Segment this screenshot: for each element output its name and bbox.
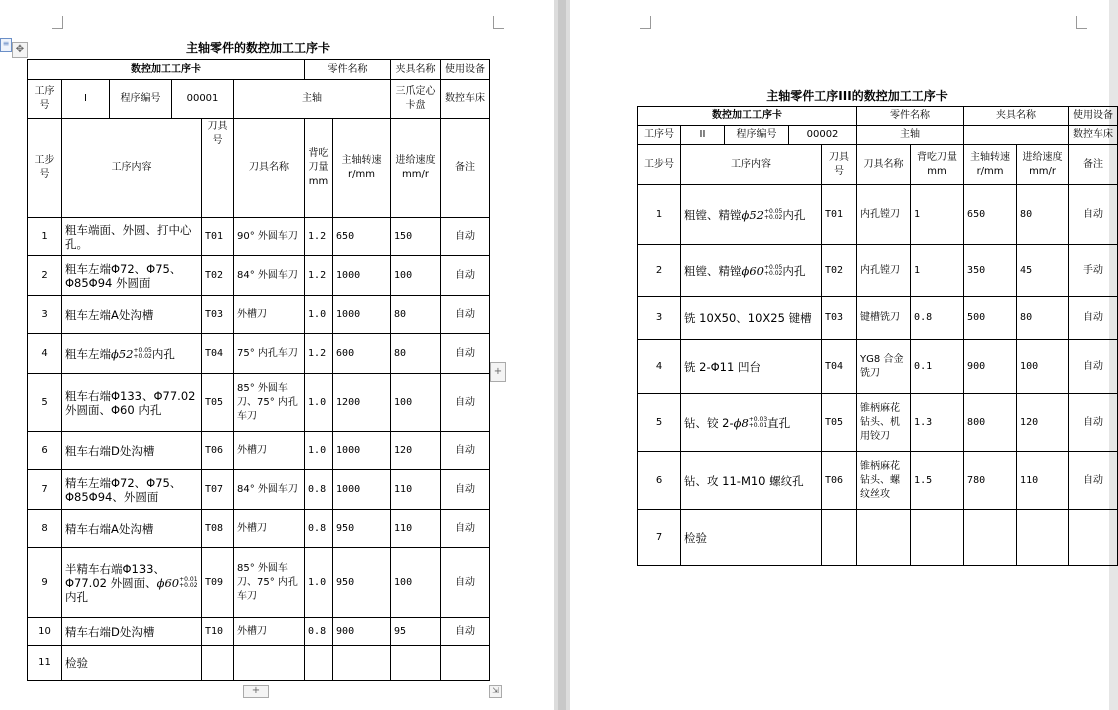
table-row	[28, 296, 490, 334]
note-cell: 手动	[1069, 245, 1118, 297]
note-cell	[1069, 510, 1118, 566]
content-cell[interactable]: 铣 2-Φ11 凹台	[681, 340, 822, 394]
process-no-label: 工序号	[638, 126, 681, 145]
feed-cell: 100	[391, 256, 441, 296]
card-title: 数控加工工序卡	[638, 107, 857, 126]
feed-cell: 45	[1017, 245, 1069, 297]
step-cell: 7	[638, 510, 681, 566]
content-cell[interactable]: 粗车左端A处沟槽	[62, 296, 202, 334]
content-post: 内孔	[782, 263, 806, 278]
col-content: 工序内容	[681, 145, 822, 185]
step-cell: 6	[28, 432, 62, 470]
speed-cell: 600	[333, 334, 391, 374]
feed-cell: 100	[1017, 340, 1069, 394]
depth-cell: 1	[911, 245, 964, 297]
tolerance-lower: +0.02	[133, 352, 152, 360]
tolerance	[179, 577, 197, 589]
note-cell: 自动	[441, 218, 490, 256]
step-cell: 3	[28, 296, 62, 334]
speed-cell: 350	[964, 245, 1017, 297]
note-cell: 自动	[441, 374, 490, 432]
col-depth: 背吃刀量mm	[305, 119, 333, 218]
table-row	[638, 452, 1118, 510]
step-cell: 3	[638, 297, 681, 340]
depth-cell: 0.8	[305, 470, 333, 510]
note-cell: 自动	[1069, 185, 1118, 245]
tolerance-upper: +0.01	[179, 575, 198, 583]
part-name: 主轴	[234, 80, 391, 119]
feed-cell: 80	[1017, 185, 1069, 245]
depth-cell: 1.2	[305, 256, 333, 296]
equipment-name: 数控车床	[441, 80, 490, 119]
tool-no-cell: T04	[202, 334, 234, 374]
table-row	[28, 256, 490, 296]
speed-cell: 1000	[333, 432, 391, 470]
tolerance	[764, 209, 782, 221]
step-cell: 11	[28, 646, 62, 681]
depth-cell: 1.0	[305, 374, 333, 432]
crop-mark	[1076, 16, 1087, 29]
document-icon: ≡	[0, 38, 12, 52]
page-gutter	[554, 0, 570, 710]
col-speed: 主轴转速r/mm	[964, 145, 1017, 185]
feed-cell: 80	[1017, 297, 1069, 340]
step-cell: 5	[638, 394, 681, 452]
feed-cell: 95	[391, 618, 441, 646]
column-header-row	[638, 145, 1118, 185]
tool-no-cell: T05	[202, 374, 234, 432]
col-feed: 进给速度mm/r	[1017, 145, 1069, 185]
step-cell: 9	[28, 548, 62, 618]
tool-no-cell: T05	[822, 394, 857, 452]
tool-name-cell: 外槽刀	[234, 510, 305, 548]
page-divider	[558, 0, 566, 710]
card-title: 数控加工工序卡	[28, 60, 305, 80]
tool-name-cell: 锥柄麻花钻头、螺纹丝攻	[857, 452, 911, 510]
content-cell[interactable]	[62, 548, 202, 618]
note-cell: 自动	[1069, 452, 1118, 510]
content-post: 内孔	[65, 589, 88, 604]
tolerance-lower: +0.02	[763, 213, 783, 221]
depth-cell: 1	[911, 185, 964, 245]
table-row	[28, 618, 490, 646]
note-cell: 自动	[441, 296, 490, 334]
tool-no-cell: T07	[202, 470, 234, 510]
crop-mark	[52, 16, 63, 29]
speed-cell: 1200	[333, 374, 391, 432]
note-cell: 自动	[1069, 340, 1118, 394]
table-row	[28, 646, 490, 681]
table-row	[28, 374, 490, 432]
dimension-symbol: ϕ60	[741, 263, 764, 278]
content-cell[interactable]: 铣 10X50、10X25 键槽	[681, 297, 822, 340]
speed-cell: 900	[333, 618, 391, 646]
feed-cell: 110	[1017, 452, 1069, 510]
note-cell: 自动	[1069, 297, 1118, 340]
content-cell[interactable]: 粗车右端Φ133、Φ77.02 外圆面、Φ60 内孔	[62, 374, 202, 432]
content-post: 直孔	[767, 415, 791, 430]
step-cell: 4	[638, 340, 681, 394]
table-resize-handle[interactable]: ⇲	[489, 685, 502, 698]
col-depth: 背吃刀量mm	[911, 145, 964, 185]
table-move-handle[interactable]: ✥	[12, 42, 28, 58]
table-row	[28, 548, 490, 618]
tool-no-cell: T01	[202, 218, 234, 256]
tool-name-cell: 外槽刀	[234, 432, 305, 470]
header-row	[28, 60, 490, 80]
equipment-label: 使用设备	[1069, 107, 1118, 126]
feed-cell: 80	[391, 296, 441, 334]
table-row	[638, 340, 1118, 394]
dimension-symbol: ϕ60	[156, 575, 180, 590]
table-row	[638, 245, 1118, 297]
table-row	[28, 470, 490, 510]
note-cell	[441, 646, 490, 681]
process-card-table	[27, 59, 490, 681]
speed-cell	[333, 646, 391, 681]
tool-no-cell	[822, 510, 857, 566]
col-tool-no: 刀具号	[822, 145, 857, 185]
tolerance-lower: +0.01	[748, 421, 768, 429]
tool-no-cell: T08	[202, 510, 234, 548]
note-cell: 自动	[441, 256, 490, 296]
feed-cell: 110	[391, 510, 441, 548]
feed-cell: 120	[1017, 394, 1069, 452]
content-post: 内孔	[782, 207, 806, 222]
tool-name-cell: 84° 外圆车刀	[234, 256, 305, 296]
depth-cell: 1.0	[305, 548, 333, 618]
depth-cell: 0.1	[911, 340, 964, 394]
speed-cell: 650	[964, 185, 1017, 245]
note-cell: 自动	[441, 470, 490, 510]
tool-no-cell: T09	[202, 548, 234, 618]
speed-cell: 1000	[333, 470, 391, 510]
part-name-label: 零件名称	[305, 60, 391, 80]
step-cell: 1	[28, 218, 62, 256]
col-step: 工步号	[638, 145, 681, 185]
fixture-name-label: 夹具名称	[964, 107, 1069, 126]
depth-cell: 1.0	[305, 432, 333, 470]
speed-cell	[964, 510, 1017, 566]
process-no-label: 工序号	[28, 80, 62, 119]
tool-no-cell: T03	[822, 297, 857, 340]
program-no: 00002	[789, 126, 857, 145]
tool-name-cell: 键槽铣刀	[857, 297, 911, 340]
table-row	[28, 218, 490, 256]
col-step: 工步号	[28, 119, 62, 218]
part-name-label: 零件名称	[857, 107, 964, 126]
equipment-name: 数控车床	[1069, 126, 1118, 145]
content-cell[interactable]: 精车右端A处沟槽	[62, 510, 202, 548]
table-row	[638, 185, 1118, 245]
tolerance-upper: +0.05	[763, 263, 783, 271]
process-no: I	[62, 80, 110, 119]
content-cell[interactable]: 精车左端Φ72、Φ75、Φ85Φ94、外圆面	[62, 470, 202, 510]
col-tool-name: 刀具名称	[234, 119, 305, 218]
depth-cell	[911, 510, 964, 566]
tolerance-lower: +0.02	[179, 581, 198, 589]
content-cell[interactable]: 精车右端D处沟槽	[62, 618, 202, 646]
feed-cell: 100	[391, 374, 441, 432]
table-row	[638, 297, 1118, 340]
header-info-row	[28, 80, 490, 119]
table-row	[28, 334, 490, 374]
speed-cell: 950	[333, 510, 391, 548]
tool-name-cell: 锥柄麻花钻头、机用铰刀	[857, 394, 911, 452]
tool-no-cell: T02	[822, 245, 857, 297]
tool-name-cell: 内孔镗刀	[857, 245, 911, 297]
tool-name-cell: 84° 外圆车刀	[234, 470, 305, 510]
crop-mark	[640, 16, 651, 29]
feed-cell: 120	[391, 432, 441, 470]
content-cell[interactable]: 钻、攻 11-M10 螺纹孔	[681, 452, 822, 510]
content-cell[interactable]: 检验	[62, 646, 202, 681]
content-post: 内孔	[151, 346, 175, 361]
tolerance-upper: +0.03	[748, 415, 768, 423]
tool-name-cell: 75° 内孔车刀	[234, 334, 305, 374]
process-card-table	[637, 106, 1118, 566]
part-name: 主轴	[857, 126, 964, 145]
fixture-name-label: 夹具名称	[391, 60, 441, 80]
col-tool-name: 刀具名称	[857, 145, 911, 185]
depth-cell	[305, 646, 333, 681]
step-cell: 7	[28, 470, 62, 510]
program-no: 00001	[172, 80, 234, 119]
add-row-button[interactable]: +	[243, 685, 269, 698]
tool-no-cell	[202, 646, 234, 681]
add-column-button[interactable]: +	[490, 362, 506, 382]
tolerance	[749, 417, 767, 429]
tolerance	[764, 265, 782, 277]
tolerance-upper: +0.05	[763, 207, 783, 215]
content-cell[interactable]: 粗车端面、外圆、打中心孔。	[62, 218, 202, 256]
fixture-name: 三爪定心卡盘	[391, 80, 441, 119]
content-cell[interactable]: 粗车右端D处沟槽	[62, 432, 202, 470]
tool-no-cell: T02	[202, 256, 234, 296]
tolerance	[133, 348, 151, 360]
page-title: 主轴零件的数控加工工序卡	[185, 41, 330, 55]
note-cell: 自动	[441, 618, 490, 646]
step-cell: 4	[28, 334, 62, 374]
content-cell[interactable]	[681, 185, 822, 245]
tool-name-cell: 85° 外圆车刀、75° 内孔车刀	[234, 374, 305, 432]
feed-cell: 150	[391, 218, 441, 256]
speed-cell: 900	[964, 340, 1017, 394]
content-pre: 粗镗、精镗	[684, 207, 742, 222]
feed-cell: 110	[391, 470, 441, 510]
col-feed: 进给速度mm/r	[391, 119, 441, 218]
col-speed: 主轴转速r/mm	[333, 119, 391, 218]
note-cell: 自动	[441, 432, 490, 470]
step-cell: 10	[28, 618, 62, 646]
tool-no-cell: T03	[202, 296, 234, 334]
content-cell[interactable]	[62, 334, 202, 374]
speed-cell: 500	[964, 297, 1017, 340]
feed-cell: 80	[391, 334, 441, 374]
program-no-label: 程序编号	[110, 80, 172, 119]
depth-cell: 1.0	[305, 296, 333, 334]
table-row	[638, 510, 1118, 566]
col-content: 工序内容	[62, 119, 202, 218]
content-cell[interactable]	[681, 245, 822, 297]
column-header-row	[28, 119, 490, 218]
note-cell: 自动	[1069, 394, 1118, 452]
step-cell: 2	[28, 256, 62, 296]
content-pre: 粗车左端	[65, 346, 111, 361]
page-title: 主轴零件工序III的数控加工工序卡	[766, 89, 948, 103]
program-no-label: 程序编号	[725, 126, 789, 145]
step-cell: 8	[28, 510, 62, 548]
speed-cell: 650	[333, 218, 391, 256]
tool-name-cell	[234, 646, 305, 681]
content-cell[interactable]: 检验	[681, 510, 822, 566]
dimension-symbol: ϕ8	[733, 415, 749, 430]
tool-no-cell: T06	[822, 452, 857, 510]
tool-no-cell: T01	[822, 185, 857, 245]
depth-cell: 0.8	[305, 510, 333, 548]
fixture-name	[964, 126, 1069, 145]
tool-name-cell: 90° 外圆车刀	[234, 218, 305, 256]
tool-name-cell: YG8 合金铣刀	[857, 340, 911, 394]
depth-cell: 1.3	[911, 394, 964, 452]
crop-mark	[493, 16, 504, 29]
tool-no-cell: T10	[202, 618, 234, 646]
speed-cell: 1000	[333, 296, 391, 334]
depth-cell: 1.2	[305, 334, 333, 374]
speed-cell: 780	[964, 452, 1017, 510]
note-cell: 自动	[441, 334, 490, 374]
process-no: II	[681, 126, 725, 145]
feed-cell: 100	[391, 548, 441, 618]
tool-name-cell: 85° 外圆车刀、75° 内孔车刀	[234, 548, 305, 618]
depth-cell: 1.5	[911, 452, 964, 510]
note-cell: 自动	[441, 548, 490, 618]
step-cell: 1	[638, 185, 681, 245]
tool-no-cell: T04	[822, 340, 857, 394]
content-pre: 粗镗、精镗	[684, 263, 742, 278]
tool-name-cell	[857, 510, 911, 566]
tool-name-cell: 外槽刀	[234, 296, 305, 334]
speed-cell: 950	[333, 548, 391, 618]
col-note: 备注	[1069, 145, 1118, 185]
content-cell[interactable]	[681, 394, 822, 452]
speed-cell: 800	[964, 394, 1017, 452]
table-row	[28, 510, 490, 548]
step-cell: 6	[638, 452, 681, 510]
col-note: 备注	[441, 119, 490, 218]
note-cell: 自动	[441, 510, 490, 548]
header-row	[638, 107, 1118, 126]
tool-no-cell: T06	[202, 432, 234, 470]
feed-cell	[1017, 510, 1069, 566]
table-row	[28, 432, 490, 470]
dimension-symbol: ϕ52	[741, 207, 764, 222]
document-page-right	[570, 0, 1114, 710]
feed-cell	[391, 646, 441, 681]
content-cell[interactable]: 粗车左端Φ72、Φ75、Φ85Φ94 外圆面	[62, 256, 202, 296]
table-row	[638, 394, 1118, 452]
dimension-symbol: ϕ52	[111, 346, 134, 361]
step-cell: 2	[638, 245, 681, 297]
depth-cell: 0.8	[911, 297, 964, 340]
depth-cell: 1.2	[305, 218, 333, 256]
depth-cell: 0.8	[305, 618, 333, 646]
tolerance-lower: +0.02	[763, 269, 783, 277]
content-pre: 钻、铰 2-	[684, 415, 734, 430]
tolerance-upper: +0.05	[133, 346, 152, 354]
tool-name-cell: 外槽刀	[234, 618, 305, 646]
equipment-label: 使用设备	[441, 60, 490, 80]
tool-name-cell: 内孔镗刀	[857, 185, 911, 245]
content-pre: 半精车右端Φ133、Φ77.02 外圆面、	[65, 561, 166, 590]
col-tool-no: 刀具号	[202, 119, 234, 218]
step-cell: 5	[28, 374, 62, 432]
speed-cell: 1000	[333, 256, 391, 296]
header-info-row	[638, 126, 1118, 145]
document-page-left	[0, 0, 554, 710]
